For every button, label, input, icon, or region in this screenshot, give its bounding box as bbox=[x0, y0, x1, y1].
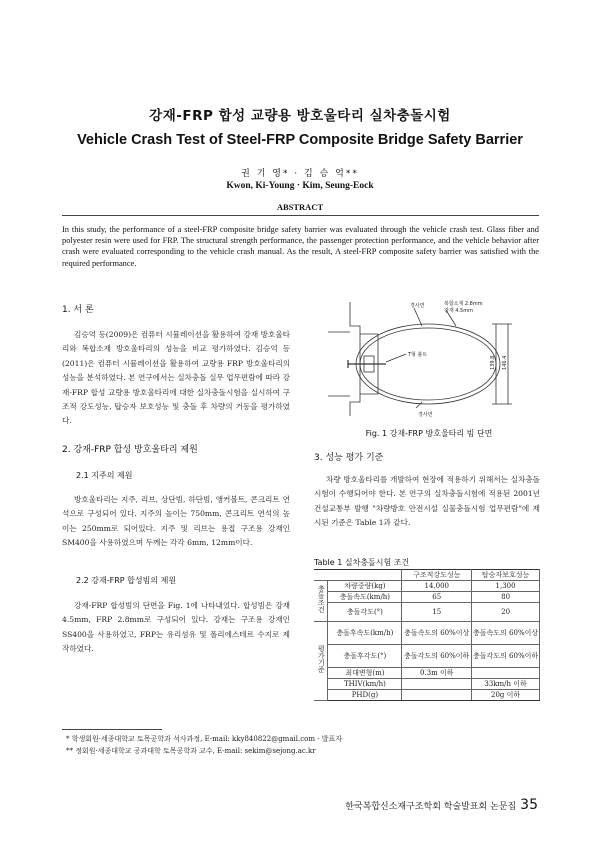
table-row: 충돌속도(km/h) 65 80 bbox=[314, 592, 540, 603]
table-row: 충돌후각도(°) 충돌각도의 60%이하 충돌각도의 60%이하 bbox=[314, 645, 540, 668]
table-row: THIV(km/h) 33km/h 이하 bbox=[314, 679, 540, 690]
title-korean: 강재-FRP 합성 교량용 방호울타리 실차충돌시험 bbox=[149, 108, 451, 124]
footnote-2: ** 정회원·세종대학교 공과대학 토목공학과 교수, E-mail: sekim@sejong.ac.kr bbox=[66, 747, 316, 755]
section-2-1-title: 2.1 지주의 제원 bbox=[76, 471, 133, 480]
table-group-conditions: 충돌조건 bbox=[314, 581, 328, 622]
fig-dim-outer: 146.4 bbox=[502, 355, 508, 370]
section-1-title: 1. 서 론 bbox=[62, 305, 94, 315]
fig-label-wall: 경사면 bbox=[410, 303, 425, 309]
title-english: Vehicle Crash Test of Steel-FRP Composite Bridge Safety Barrier bbox=[77, 132, 523, 148]
footnote-1: * 학생회원·세종대학교 토목공학과 석사과정, E-mail: kky840822@gmail.com - 발표자 bbox=[66, 735, 343, 743]
table-row: 충돌각도(°) 15 20 bbox=[314, 603, 540, 622]
section-3-title: 3. 성능 평가 기준 bbox=[314, 453, 384, 463]
crash-test-table bbox=[314, 569, 540, 701]
section-1-text: 김승억 등(2009)은 컴퓨터 시뮬레이션을 활용하여 강재 방호울타리와 복합소재 방호울타리의 성능을 비교 평가하였다. 김승억 등(2011)은 컴퓨터 시뮬레이션을 활용하여 교량용 FRP 방호울타리의 성능을 분석하였다. 본 연구에서는 실차충돌 실무 업무편람에 따라 강재-FRP 합성 교량용 방호울타리에 대한 실차충돌시험을 실시하여 구조적 강도성능, 탑승자 보호성능 및 충돌 후 차량의 거동을 평가하였다. bbox=[62, 330, 290, 426]
table-row: 충돌조건 차량중량(kg) 14,000 1,300 bbox=[314, 581, 540, 592]
section-2-title: 2. 강재-FRP 합성 방호울타리 제원 bbox=[62, 445, 198, 455]
fig-label-bolt: T형 볼트 bbox=[408, 352, 428, 358]
section-2-2-title: 2.2 강재-FRP 합성빔의 제원 bbox=[76, 576, 177, 585]
table-row: PHD(g) 20g 이하 bbox=[314, 690, 540, 701]
fig-label-bottom: 경사면 bbox=[418, 412, 433, 418]
page-footer bbox=[345, 797, 538, 813]
table-header-row bbox=[314, 570, 540, 581]
section-3-text: 차량 방호울타리를 개발하여 현장에 적용하기 위해서는 실차충돌시험이 수행되어야 한다. 본 연구의 실차충돌시험에 적용된 2001년 건설교통부 발행 "차량방호 안전시설 실물충돌시험 업무편람"에 제시된 기준은 Table 1과 같다. bbox=[314, 475, 540, 528]
table-col-structural: 구조적강도성능 bbox=[402, 570, 472, 581]
abstract-heading: ABSTRACT bbox=[276, 202, 324, 212]
table-row: 평가기준 충돌후속도(km/h) 충돌속도의 60%이상 충돌속도의 60%이상 bbox=[314, 622, 540, 645]
section-2-2-text: 강재-FRP 합성빔의 단면을 Fig. 1에 나타내었다. 합성빔은 강재 4.5mm, FRP 2.8mm로 구성되어 있다. 강재는 구조용 강재인 SS400을 사용하였고, FRP는 유리섬유 및 폴리에스테르 수지로 제작하였다. bbox=[62, 601, 290, 654]
footnote-rule bbox=[62, 729, 162, 730]
authors-korean: 권 기 영* · 김 승 억** bbox=[241, 169, 359, 179]
beam-section-figure bbox=[318, 298, 540, 420]
figure-caption: Fig. 1 강재-FRP 방호울타리 빔 단면 bbox=[365, 429, 493, 438]
table-col-passenger: 탑승자보호성능 bbox=[472, 570, 540, 581]
table-group-criteria: 평가기준 bbox=[314, 622, 328, 701]
abstract-text: In this study, the performance of a steel-FRP composite bridge safety barrier was evaluated through the vehicle crash test. Glass fiber and polyester resin were used for FRP. The structural strength performance, the passenger protection performance, and the vehicle behavior after crash were evaluated corresponding to the vehicle crash manual. As the result, A steel-FRP composite safety barrier was satisfied with the required performance. bbox=[62, 225, 539, 268]
table-row: 최대변형(m) 0.3m 이하 bbox=[314, 668, 540, 679]
abstract-rule bbox=[62, 215, 539, 216]
page-number: 35 bbox=[520, 797, 538, 813]
fig-dim-inner: 139.8 bbox=[490, 355, 496, 370]
fig-label-steel: 강재 4.5mm bbox=[444, 308, 473, 314]
section-2-1-text: 방호울타리는 지주, 리브, 상단빔, 하단빔, 앵커볼트, 콘크리트 연석으로 구성되어 있다. 지주의 높이는 750mm, 콘크리트 연석의 높이는 250mm로 되어있다. 지주 및 리브는 용접 구조용 강재인 SM400을 사용하였으며 두께는 각각 6mm, 12mm이다. bbox=[62, 495, 290, 548]
table-caption: Table 1 실차충돌시험 조건 bbox=[314, 558, 410, 567]
authors-english: Kwon, Ki-Young · Kim, Seung-Eock bbox=[226, 181, 374, 191]
journal-name: 한국복합신소재구조학회 학술발표회 논문집 bbox=[345, 802, 517, 812]
fig-label-frp: 복합소재 2.8mm bbox=[444, 301, 483, 307]
post-plate bbox=[350, 302, 360, 416]
